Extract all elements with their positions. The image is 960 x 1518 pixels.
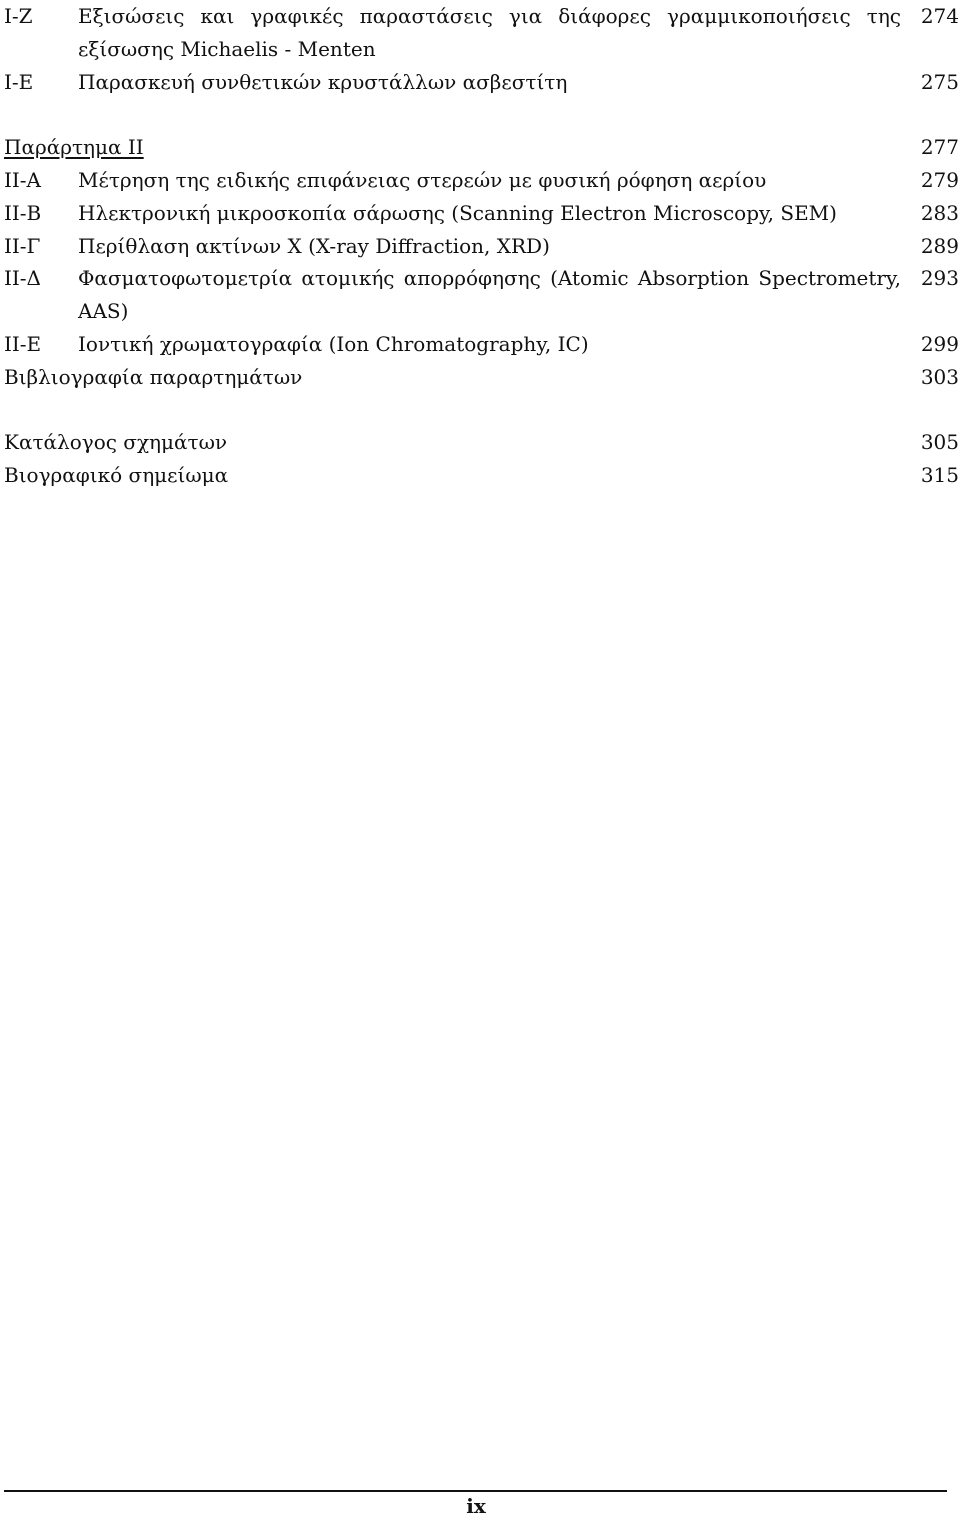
toc-entry-ii-e bbox=[4, 328, 959, 361]
toc-entry-ii-a bbox=[4, 164, 959, 197]
toc-entry-list-of-figures bbox=[4, 426, 959, 459]
toc-entry-code: I-Z bbox=[4, 4, 33, 28]
toc-entry-ii-b bbox=[4, 197, 959, 230]
toc-entry-page: 303 bbox=[920, 364, 959, 389]
toc-entry-title: Περίθλαση ακτίνων Χ (X-ray Diffraction, XRD) bbox=[78, 233, 550, 258]
table-of-contents bbox=[4, 0, 959, 492]
toc-entry-i-z bbox=[4, 0, 959, 66]
section-gap bbox=[4, 98, 959, 131]
toc-entry-page: 277 bbox=[920, 135, 959, 160]
toc-entry-title: Φασματοφωτομετρία ατομικής απορρόφησης (Atomic Absorption Spectrometry, AAS) bbox=[78, 266, 901, 324]
toc-entry-page: 305 bbox=[920, 430, 959, 455]
toc-entry-i-e bbox=[4, 66, 959, 99]
toc-entry-page: 275 bbox=[920, 69, 959, 94]
toc-entry-page: 279 bbox=[920, 167, 959, 192]
toc-entry-page: 293 bbox=[920, 266, 959, 291]
toc-entry-page: 274 bbox=[920, 4, 959, 28]
toc-entry-code: II-Γ bbox=[4, 233, 41, 258]
appendix-ii-heading: Παράρτημα ΙΙ bbox=[4, 135, 144, 160]
footer-rule bbox=[4, 1490, 947, 1492]
toc-entry-title: Κατάλογος σχημάτων bbox=[4, 430, 228, 455]
toc-entry-page: 299 bbox=[920, 331, 959, 356]
toc-entry-title: Ηλεκτρονική μικροσκοπία σάρωσης (Scanning Electron Microscopy, SEM) bbox=[78, 200, 837, 225]
toc-entry-title: Μέτρηση της ειδικής επιφάνειας στερεών με φυσική ρόφηση αερίου bbox=[78, 167, 767, 192]
toc-entry-bibliography bbox=[4, 361, 959, 394]
section-gap bbox=[4, 394, 959, 427]
toc-entry-code: I-E bbox=[4, 69, 34, 94]
toc-entry-ii-gamma bbox=[4, 230, 959, 263]
toc-entry-ii-delta bbox=[4, 262, 959, 328]
toc-entry-code: II-E bbox=[4, 331, 42, 356]
footer-page-number: ix bbox=[466, 1494, 486, 1518]
toc-entry-page: 315 bbox=[920, 463, 959, 488]
toc-entry-title: Εξισώσεις και γραφικές παραστάσεις για διάφορες γραμμικοποιήσεις της εξίσωσης Michaelis - Menten bbox=[78, 4, 901, 61]
toc-entry-title: Ιοντική χρωματογραφία (Ion Chromatography, IC) bbox=[78, 331, 589, 356]
toc-heading-appendix-ii bbox=[4, 131, 959, 164]
toc-entry-code: II-A bbox=[4, 167, 42, 192]
toc-entry-code: II-Δ bbox=[4, 266, 42, 291]
toc-entry-biography bbox=[4, 459, 959, 492]
toc-entry-title: Βιογραφικό σημείωμα bbox=[4, 463, 229, 488]
toc-entry-page: 289 bbox=[920, 233, 959, 258]
toc-entry-title: Παρασκευή συνθετικών κρυστάλλων ασβεστίτη bbox=[78, 69, 568, 94]
toc-entry-page: 283 bbox=[920, 200, 959, 225]
toc-entry-code: II-B bbox=[4, 200, 42, 225]
toc-entry-title: Βιβλιογραφία παραρτημάτων bbox=[4, 364, 303, 389]
